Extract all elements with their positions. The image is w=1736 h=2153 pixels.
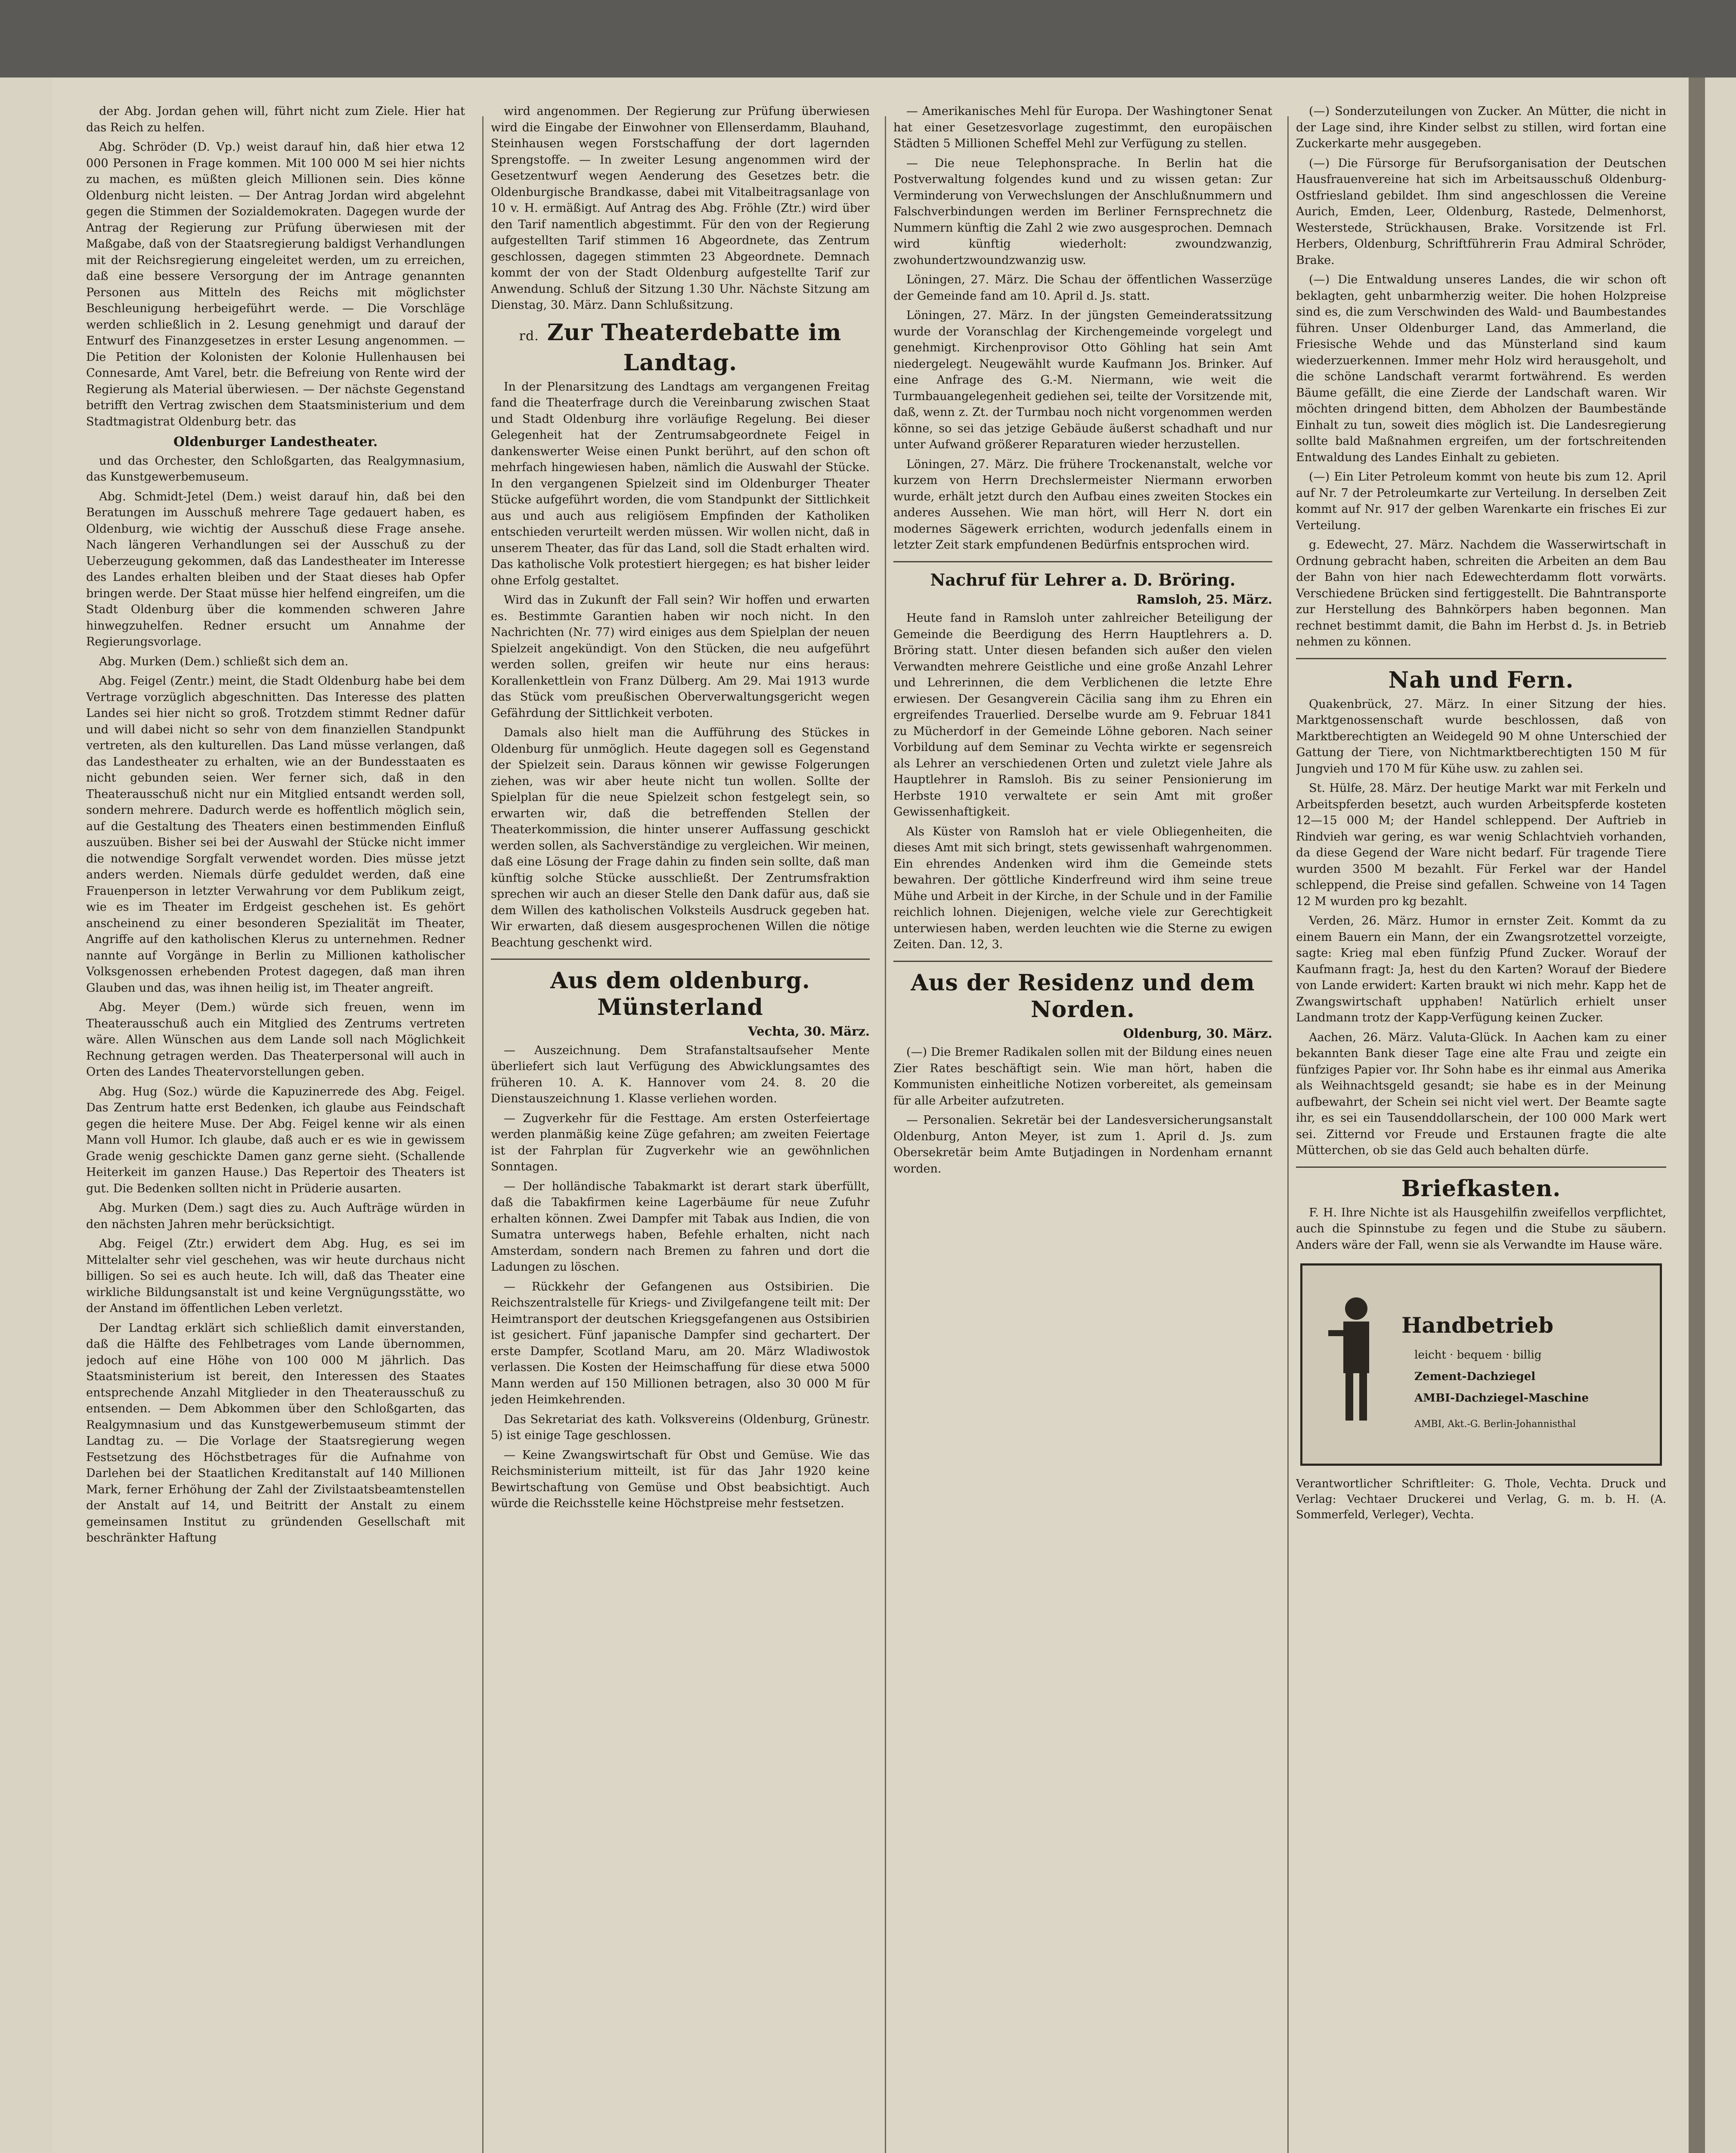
column-1 [86, 103, 465, 1550]
dateline: Ramsloh, 25. März. [1136, 592, 1272, 607]
paragraph: Löningen, 27. März. Die frühere Trockenanstalt, welche vor kurzem von Herrn Drechslermeister Niermann erworben wurde, erhält jetzt durch den Aufbau eines zweiten Stockes ein anderes Aussehen. Wie man hört, will Herr N. dort ein modernes Sägewerk errichten, wodurch jedenfalls einem in letzter Zeit stark empfundenen Bedürfnis entsprochen wird. [893, 457, 1272, 552]
paragraph: — Der holländische Tabakmarkt ist derart stark überfüllt, daß die Tabakfirmen keine Lagerbäume für neue Zufuhr erhalten können. Zwei Dampfer mit Tabak aus Indien, die von Sumatra unterwegs haben, Befehle erhalten, nicht nach Amsterdam, sondern nach Bremen zu fahren und dort die Ladungen zu löschen. [491, 1179, 870, 1274]
scan-top-margin [0, 0, 1736, 78]
paragraph: Aachen, 26. März. Valuta-Glück. In Aachen kam zu einer bekannten Bank dieser Tage eine alte Frau und zeigte ein fünfziges Papier vor. Ihr Sohn habe es ihr einmal aus Amerika als Weihnachtsgeld gesandt; sie habe es in der Meinung aufbewahrt, der Schein sei nicht viel wert. Der Beamte sagte ihr, es sei ein Tausenddollarschein, der 100 000 Mark wert sei. Zitternd vor Freude und Erstaunen fragte die alte Mütterchen, ob sie das Geld auch behalten dürfe. [1296, 1030, 1666, 1157]
paragraph: — Personalien. Sekretär bei der Landesversicherungsanstalt Oldenburg, Anton Meyer, ist zum 1. April d. Js. zum Obersekretär beim Amte Butjadingen in Nordenham ernannt worden. [893, 1114, 1272, 1176]
paragraph: Quakenbrück, 27. März. In einer Sitzung der hies. Marktgenossenschaft wurde beschlossen, daß von Marktberechtigten an Weidegeld 90 M ohne Unterschied der Gattung der Tiere, von Nichtmarktberechtigten 150 M für Jungvieh und 170 M für Kühe usw. zu zahlen sei. [1296, 697, 1666, 776]
paragraph: — Keine Zwangswirtschaft für Obst und Gemüse. Wie das Reichsministerium mitteilt, ist für das Jahr 1920 keine Bewirtschaftung von Gemüse und Obst beabsichtigt. Auch würde die Reichsstelle keine Höchstpreise mehr festsetzen. [491, 1448, 870, 1510]
worker-illustration-icon [1320, 1291, 1393, 1429]
paragraph: Wird das in Zukunft der Fall sein? Wir hoffen und erwarten es. Bestimmte Garantien haben wir noch nicht. In den Nachrichten (Nr. 77) wird einiges aus dem Spielplan der neuen Spielzeit angekündigt. Von den Stücken, die neu aufgeführt werden sollen, greifen wir heute nur eins heraus: Korallenkettlein von Franz Dülberg. Am 29. Mai 1913 wurde das Stück vom preußischen Oberverwaltungsgericht wegen Gefährdung der Sittlichkeit verboten. [491, 593, 870, 720]
imprint: Verantwortlicher Schriftleiter: G. Thole, Vechta. Druck und Verlag: Vechtaer Druckerei und Verlag, G. m. b. H. (A. Sommerfeld, Verleger), Vechta. [1296, 1477, 1666, 1521]
divider [893, 561, 1272, 562]
section-heading: Aus der Residenz und dem Norden. [911, 969, 1255, 1023]
paragraph: — Zugverkehr für die Festtage. Am ersten Osterfeiertage werden planmäßig keine Züge gefahren; am zweiten Feiertage ist der Fahrplan für Zugverkehr wie an gewöhnlichen Sonntagen. [491, 1111, 870, 1173]
column-rule [482, 116, 484, 2153]
paragraph: Als Küster von Ramsloh hat er viele Obliegenheiten, die dieses Amt mit sich bringt, stets gewissenhaft wahrgenommen. Ein ehrendes Andenken wird ihm die Gemeinde stets bewahren. Der göttliche Kinderfreund wird ihm seine treue Mühe und Arbeit in der Kirche, in der Schule und in der Familie reichlich lohnen. Diejenigen, welche viele zur Gerechtigkeit unterwiesen haben, werden leuchten wie die Sterne zu ewigen Zeiten. Dan. 12, 3. [893, 825, 1272, 951]
paragraph: Abg. Meyer (Dem.) würde sich freuen, wenn im Theaterausschuß auch ein Mitglied des Zentrums vertreten wäre. Allen Wünschen aus dem Lande soll nach Möglichkeit Rechnung getragen werden. Das Theaterpersonal will auch in Orten des Landes Theatervorstellungen geben. [86, 1001, 465, 1079]
paragraph: der Abg. Jordan gehen will, führt nicht zum Ziele. Hier hat das Reich zu helfen. [86, 105, 465, 134]
paragraph: Abg. Hug (Soz.) würde die Kapuzinerrede des Abg. Feigel. Das Zentrum hatte erst Bedenken, ich glaube aus Feindschaft gegen die heitere Muse. Der Abg. Feigel kenne wir als einen Mann voll Humor. Ich glaube, daß auch er es wie in gewissem Grade wenig geschickte Damen ganz gerne sieht. (Schallende Heiterkeit im ganzen Hause.) Das Repertoir des Theaters ist gut. Die Bedenken sollten nicht in Prüderie ausarten. [86, 1085, 465, 1195]
paragraph: Löningen, 27. März. Die Schau der öffentlichen Wasserzüge der Gemeinde fand am 10. April d. Js. statt. [893, 273, 1272, 303]
column-4 [1296, 103, 1666, 1523]
paragraph: — Amerikanisches Mehl für Europa. Der Washingtoner Senat hat einer Gesetzesvorlage zugestimmt, den europäischen Städten 5 Millionen Scheffel Mehl zur Verfügung zu stellen. [893, 105, 1272, 150]
section-heading [491, 320, 870, 376]
paragraph: F. H. Ihre Nichte ist als Hausgehilfin zweifellos verpflichtet, auch die Spinnstube zu fegen und die Stube zu säubern. Anders wäre der Fall, wenn sie als Verwandte im Hause wäre. [1296, 1206, 1666, 1252]
ad-line: leicht · bequem · billig [1414, 1349, 1542, 1362]
section-heading: Briefkasten. [1401, 1175, 1561, 1202]
paragraph: Verden, 26. März. Humor in ernster Zeit. Kommt da zu einem Bauern ein Mann, der ein Zwangsrotzettel vorzeigte, sagte: Krieg mal eben fünfzig Pfund Zucker. Worauf der Kaufmann fragt: Ja, hest du den Karten? Worauf der Biedere von Lande erwidert: Karten braukt wi nich mehr. Kapp het de Zwangswirtschaft upphaben! Natürlich erhielt unser Landmann trotz der Kapp-Verfügung keinen Zucker. [1296, 914, 1666, 1024]
paragraph: (—) Die Bremer Radikalen sollen mit der Bildung eines neuen Zier Rates beschäftigt sein. Wie man hört, haben die Kommunisten einheitliche Notizen vorbereitet, als gemeinsam für alle Arbeiter aufzutreten. [893, 1045, 1272, 1108]
paragraph: In der Plenarsitzung des Landtags am vergangenen Freitag fand die Theaterfrage durch die Vereinbarung zwischen Staat und Stadt Oldenburg ihre vorläufige Regelung. Bei dieser Gelegenheit hat der Zentrumsabgeordnete Feigel in dankenswerter Weise einen Punkt berührt, auf den schon oft mehrfach hingewiesen haben, nämlich die Auswahl der Stücke. In den vergangenen Spielzeit sind im Oldenburger Theater Stücke aufgeführt worden, die vom Standpunkt der Sittlichkeit aus und auch aus religiösem Empfinden der Katholiken entschieden verurteilt werden müssen. Wir wollen nicht, daß in unserem Theater, das für das Land, soll die Stadt erhalten wird. Das katholische Volk protestiert hiergegen; es hat bisher leider ohne Erfolg gestaltet. [491, 380, 870, 587]
column-2 [491, 103, 870, 1515]
paragraph: g. Edewecht, 27. März. Nachdem die Wasserwirtschaft in Ordnung gebracht haben, schreiten die Arbeiten an dem Bau der Bahn von hier nach Edewechterdamm flott vorwärts. Verschiedene Brücken sind fertiggestellt. Die Bahntransporte zur Herstellung des Bahnkörpers haben begonnen. Man rechnet bestimmt damit, die Bahn im Herbst d. Js. in Betrieb nehmen zu können. [1296, 538, 1666, 648]
paragraph: — Rückkehr der Gefangenen aus Ostsibirien. Die Reichszentralstelle für Kriegs- und Zivilgefangene teilt mit: Der Heimtransport der deutschen Kriegsgefangenen aus Ostsibirien ist gesichert. Fünf japanische Dampfer sind gechartert. Der erste Dampfer, Scotland Maru, am 20. März Wladiwostok verlassen. Die Kosten der Heimschaffung für diese etwa 5000 Mann werden auf 150 Millionen betragen, also 30 000 M für jeden Heimkehrenden. [491, 1280, 870, 1406]
ad-line: AMBI, Akt.-G. Berlin-Johannisthal [1414, 1419, 1576, 1430]
paragraph: Damals also hielt man die Aufführung des Stückes in Oldenburg für unmöglich. Heute dagegen soll es Gegenstand der Spielzeit sein. Daraus können wir gewisse Folgerungen ziehen, was wir aber heute nicht tun wollen. Sollte der Spielplan für die neue Spielzeit schon festgelegt sein, so erwarten wir, daß die betreffenden Stellen der Theaterkommission, die hinter unserer Auffassung geschickt werden sollen, als Sachverständige zu vergleichen. Wir meinen, daß eine Lösung der Frage dahin zu finden sein sollte, daß man künftig solche Stücke ausschließt. Der Zentrumsfraktion sprechen wir auch an dieser Stelle den Dank dafür aus, daß sie dem Willen des katholischen Volksteils Ausdruck gegeben hat. Wir erwarten, daß diesem ausgesprochenen Willen die nötige Beachtung geschenkt wird. [491, 726, 870, 949]
newspaper-page [52, 78, 1705, 2153]
paragraph: (—) Ein Liter Petroleum kommt von heute bis zum 12. April auf Nr. 7 der Petroleumkarte zur Verteilung. In derselben Zeit kommt auf Nr. 917 der gelben Warenkarte ein frisches Ei zur Verteilung. [1296, 470, 1666, 532]
paragraph: — Die neue Telephonsprache. In Berlin hat die Postverwaltung folgendes kund und zu wissen getan: Zur Verminderung von Verwechslungen der Anschlußnummern und Falschverbindungen werden im Berliner Fernsprechnetz die Nummern künftig die Zahl 2 wie zwo ausgesprochen. Demnach wird künftig wiederholt: zwoundzwanzig, zwohundertzwoundzwanzig usw. [893, 156, 1272, 267]
divider [1296, 658, 1666, 659]
paragraph: (—) Die Entwaldung unseres Landes, die wir schon oft beklagten, geht unbarmherzig weiter. Die hohen Holzpreise sind es, die zum Verschwinden des Wald- und Baumbestandes führen. Unser Oldenburger Land, das Ammerland, die Friesische Wehde und das Münsterland sind kaum wiederzuerkennen. Immer mehr Holz wird herausgeholt, und die schöne Landschaft verarmt fortwährend. Es werden Bäume gefällt, die eine Zierde der Landschaft waren. Wir möchten dringend bitten, dem Abholzen der Baumbestände Einhalt zu tun, soweit dies möglich ist. Die Landesregierung sollte bald Maßnahmen ergreifen, um der fortschreitenden Entwaldung des Landes Einhalt zu gebieten. [1296, 273, 1666, 464]
column-rule [885, 116, 886, 2153]
paragraph: Abg. Feigel (Zentr.) meint, die Stadt Oldenburg habe bei dem Vertrage vorzüglich abgeschnitten. Das Interesse des platten Landes sei hier nicht so groß. Trotzdem stimmt Redner dafür und will dabei nicht so sehr von dem finanziellen Standpunkt vertreten, als den kulturellen. Das Land müsse verlangen, daß das Landestheater zu erhalten, wie an der Bundesstaaten es nicht gebunden seien. Wer ferner sich, daß in den Theaterausschuß nicht nur ein Mitglied entsandt werden soll, sondern mehrere. Dadurch werde es hoffentlich möglich sein, auf die Gestaltung des Theaters einen bestimmenden Einfluß auszuüben. Bisher sei bei der Auswahl der Stücke nicht immer die notwendige Sorgfalt verwendet worden. Dies müsse jetzt anders werden. Niemals dürfe geduldet werden, daß eine Frauenperson in letzter Verwahrung vor dem Publikum zeigt, wie es im Theater im Erdgeist geschehen ist. Es gehört anscheinend zu einer besonderen Spezialität im Theater, Angriffe auf den katholischen Klerus zu unternehmen. Redner nannte auf Vorgänge in Berlin zu Millionen katholischer Volksgenossen erhebenden Protest dagegen, daß man ihren Glauben und das, was ihnen heilig ist, im Theater angreift. [86, 674, 465, 995]
dateline: Oldenburg, 30. März. [1123, 1026, 1272, 1041]
paragraph: (—) Die Fürsorge für Berufsorganisation der Deutschen Hausfrauenvereine hat sich im Arbeitsausschuß Oldenburg-Ostfriesland gebildet. Ihm sind angeschlossen die Vereine Aurich, Emden, Leer, Oldenburg, Rastede, Delmenhorst, Westerstede, Strückhausen, Brake. Vorsitzende ist Frl. Herbers, Oldenburg, Schriftführerin Frau Admiral Schröder, Brake. [1296, 156, 1666, 267]
dateline: Vechta, 30. März. [748, 1024, 870, 1039]
paragraph: — Auszeichnung. Dem Strafanstaltsaufseher Mente überliefert sich laut Verfügung des Abwicklungsamtes des früheren 10. A. K. Hannover vom 24. 8. 20 die Dienstauszeichnung 1. Klasse verliehen worden. [491, 1043, 870, 1105]
divider [893, 961, 1272, 962]
column-3 [893, 103, 1272, 1180]
section-heading: Aus dem oldenburg. Münsterland [550, 968, 810, 1021]
section-subheading: Oldenburger Landestheater. [173, 434, 378, 450]
ad-title: Handbetrieb [1401, 1312, 1553, 1338]
paragraph: Das Sekretariat des kath. Volksvereins (Oldenburg, Grünestr. 5) ist einige Tage geschlossen. [491, 1412, 870, 1442]
paragraph: St. Hülfe, 28. März. Der heutige Markt war mit Ferkeln und Arbeitspferden besetzt, auch wurden Arbeitspferde kosteten 12—15 000 M; der Handel schleppend. Der Auftrieb in Rindvieh war gering, es war wenig Schlachtvieh vorhanden, da diese Gegend der Ware nicht bedarf. Für tragende Tiere wurden 3500 M bezahlt. Für Ferkel war der Handel schleppend, die Preise sind gefallen. Schweine von 14 Tagen 12 M wurden pro kg bezahlt. [1296, 782, 1666, 908]
paragraph: Abg. Schmidt-Jetel (Dem.) weist darauf hin, daß bei den Beratungen im Ausschuß mehrere Tage gedauert haben, es Oldenburg, wie wichtig der Ausschuß diese Frage ansehe. Nach längeren Verhandlungen sei der Ausschuß zu der Ueberzeugung gekommen, daß das Landestheater im Interesse des Landes erhalten bleiben und der Staat dieses hab Opfer bringen werde. Der Staat müsse hier helfend eingreifen, um die Stadt Oldenburg über die kommenden schweren Jahre hinwegzuhelfen. Redner ersucht um Annahme der Regierungsvorlage. [86, 490, 465, 648]
section-prefix: rd. [519, 328, 539, 344]
section-heading: Nah und Fern. [1388, 667, 1574, 693]
section-title: Zur Theaterdebatte im Landtag. [547, 319, 842, 376]
divider [1296, 1166, 1666, 1168]
paragraph: Abg. Schröder (D. Vp.) weist darauf hin, daß hier etwa 12 000 Personen in Frage kommen. Mit 100 000 M sei hier nichts zu machen, es müßten gleich Millionen sein. Dies könne Oldenburg nicht leisten. — Der Antrag Jordan wird abgelehnt gegen die Stimmen der Sozialdemokraten. Dagegen wurde der Antrag der Regierung zur Prüfung überwiesen mit der Maßgabe, daß von der Staatsregierung baldigst Verhandlungen mit der Reichsregierung eingeleitet werden, um zu erreichen, daß eine bessere Versorgung der im Antrage genannten Personen aus Mitteln des Reichs mit möglichster Beschleunigung herbeigeführt werde. — Die Vorschläge werden schließlich in 2. Lesung genehmigt und darauf der Entwurf des Finanzgesetzes in erster Lesung angenommen. — Die Petition der Kolonisten der Kolonie Hullenhausen bei Connesarde, Amt Varel, betr. die Befreiung von Rente wird der Regierung als Material überwiesen. — Der nächste Gegenstand betrifft den Vertrag zwischen dem Staatsministerium und dem Stadtmagistrat Oldenburg betr. das [86, 140, 465, 428]
paragraph: Abg. Murken (Dem.) schließt sich dem an. [99, 655, 349, 668]
obituary-heading: Nachruf für Lehrer a. D. Bröring. [930, 570, 1236, 589]
divider [491, 959, 870, 960]
ad-line: AMBI-Dachziegel-Maschine [1414, 1392, 1589, 1405]
paragraph: wird angenommen. Der Regierung zur Prüfung überwiesen wird die Eingabe der Einwohner von Ellenserdamm, Blauhand, Steinhausen wegen Forstschaffung der dort lagernden Sprengstoffe. — In zweiter Lesung angenommen wird der Gesetzentwurf wegen Aenderung des Gesetzes betr. die Oldenburgische Brandkasse, dabei mit Vitalbeitragsanlage von 10 v. H. ermäßigt. Auf Antrag des Abg. Fröhle (Ztr.) wird über den Tarif namentlich abgestimmt. Für den von der Regierung aufgestellten Tarif stimmen 16 Abgeordnete, das Zentrum geschlossen, dagegen stimmten 23 Abgeordnete. Demnach kommt der von der Stadt Oldenburg aufgestellte Tarif zur Anwendung. Schluß der Sitzung 1.30 Uhr. Nächste Sitzung am Dienstag, 30. März. Dann Schlußsitzung. [491, 105, 870, 312]
paragraph: Heute fand in Ramsloh unter zahlreicher Beteiligung der Gemeinde die Beerdigung des Herrn Hauptlehrers a. D. Bröring statt. Unter diesen befanden sich außer den vielen Verwandten mehrere Geistliche und eine große Anzahl Lehrer und Lehrerinnen, die dem Verblichenen die letzte Ehre erwiesen. Der Gesangverein Cäcilia sang ihm zu Ehren ein ergreifendes Trauerlied. Derselbe wurde am 9. Februar 1841 zu Mücherdorf in der Gemeinde Löhne geboren. Nach seiner Vorbildung auf dem Seminar zu Vechta wirkte er segensreich als Lehrer an verschiedenen Orten und zuletzt viele Jahre als Hauptlehrer in Ramsloh. Bis zu seiner Pensionierung im Herbste 1910 verwaltete er sein Amt mit großer Gewissenhaftigkeit. [893, 611, 1272, 819]
column-rule [1287, 116, 1289, 2153]
paragraph: Löningen, 27. März. In der jüngsten Gemeinderatssitzung wurde der Voranschlag der Kirchengemeinde vorgelegt und genehmigt. Kirchenprovisor Otto Göhling hat sein Amt niedergelegt. Neugewählt wurde Kaufmann Jos. Brinker. Auf eine Anfrage des G.-M. Niermann, wie weit die Turmbauangelegenheit gediehen sei, teilte der Vorsitzende mit, daß, wenn z. Zt. der Turmbau noch nicht vorgenommen werden könne, so sei das jetzige Gebäude äußerst schadhaft und nur unter Aufwand größerer Reparaturen wieder herzustellen. [893, 309, 1272, 451]
ad-line: Zement-Dachziegel [1414, 1370, 1536, 1383]
paragraph: Abg. Feigel (Ztr.) erwidert dem Abg. Hug, es sei im Mittelalter sehr viel geschehen, was wir heute durchaus nicht billigen. So sei es auch heute. Ich will, daß das Theater eine wirkliche Bildungsanstalt ist und keine Vergnügungsstätte, wo der Anstand im öffentlichen Leben verletzt. [86, 1237, 465, 1315]
paragraph: (—) Sonderzuteilungen von Zucker. An Mütter, die nicht in der Lage sind, ihre Kinder selbst zu stillen, wird fortan eine Zuckerkarte mehr ausgegeben. [1296, 105, 1666, 150]
paragraph: Der Landtag erklärt sich schließlich damit einverstanden, daß die Hälfte des Fehlbetrages vom Lande übernommen, jedoch auf eine Höhe von 100 000 M jährlich. Das Staatsministerium ist bereit, den Interessen des Staates entsprechende Anzahl Mitglieder in den Theaterausschuß zu entsenden. — Dem Abkommen über den Schloßgarten, das Realgymnasium und das Kunstgewerbemuseum stimmt der Landtag zu. — Die Vorlage der Staatsregierung wegen Festsetzung des Höchstbetrages für die Aufnahme von Darlehen bei der Staatlichen Kreditanstalt auf 140 Millionen Mark, ferner Erhöhung der Zahl der Zivilstaatsbeamtenstellen der Anstalt auf 14, und Beitritt der Anstalt zu einem gemeinsamen Institut zu gründenden Gesellschaft mit beschränkter Haftung [86, 1321, 465, 1545]
paragraph: und das Orchester, den Schloßgarten, das Realgymnasium, das Kunstgewerbemuseum. [86, 454, 465, 484]
paragraph: Abg. Murken (Dem.) sagt dies zu. Auch Aufträge würden in den nächsten Jahren mehr berücksichtigt. [86, 1201, 465, 1231]
advertisement [1300, 1263, 1662, 1466]
